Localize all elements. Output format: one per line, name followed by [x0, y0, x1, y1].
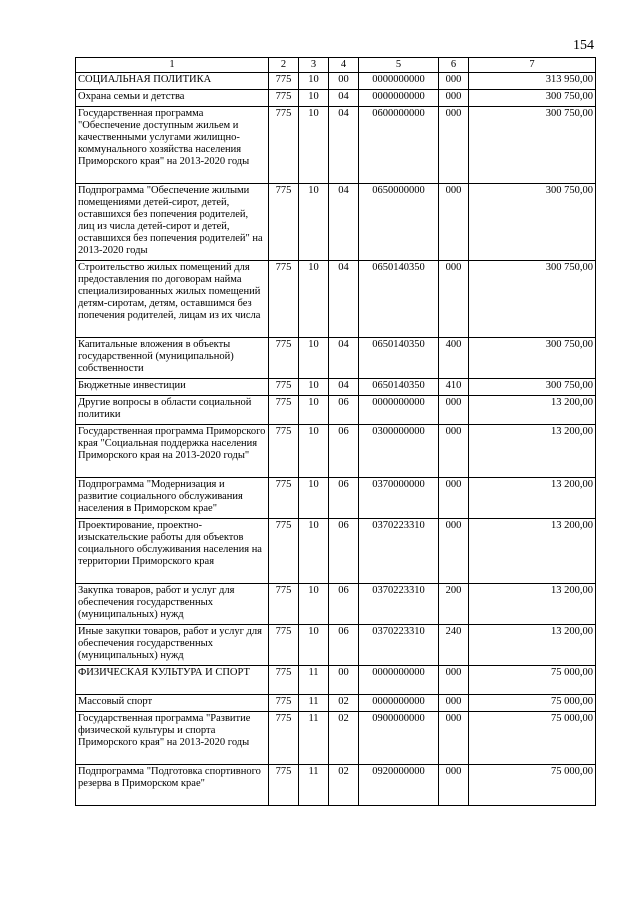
table-row	[76, 425, 596, 478]
row-name: Массовый спорт	[76, 695, 269, 712]
row-code-3: 10	[299, 425, 329, 478]
header-col-7: 7	[469, 58, 596, 73]
table-row	[76, 712, 596, 765]
row-sum: 13 200,00	[469, 396, 596, 425]
row-code-4: 06	[329, 478, 359, 519]
row-code-5: 0000000000	[359, 666, 439, 695]
row-code-4: 00	[329, 666, 359, 695]
row-sum: 300 750,00	[469, 338, 596, 379]
row-code-2: 775	[269, 425, 299, 478]
row-code-2: 775	[269, 695, 299, 712]
row-code-5: 0370223310	[359, 625, 439, 666]
row-sum: 13 200,00	[469, 478, 596, 519]
row-code-6: 000	[439, 90, 469, 107]
table-row	[76, 765, 596, 806]
row-sum: 300 750,00	[469, 184, 596, 261]
row-code-5: 0920000000	[359, 765, 439, 806]
row-sum: 13 200,00	[469, 519, 596, 584]
header-col-5: 5	[359, 58, 439, 73]
row-code-2: 775	[269, 478, 299, 519]
row-name: Другие вопросы в области социальной политики	[76, 396, 269, 425]
row-code-3: 10	[299, 107, 329, 184]
row-code-4: 00	[329, 73, 359, 90]
row-code-3: 11	[299, 712, 329, 765]
row-code-2: 775	[269, 712, 299, 765]
row-name: Подпрограмма "Подготовка спортивного резерва в Приморском крае"	[76, 765, 269, 806]
budget-table	[75, 57, 596, 806]
header-col-4: 4	[329, 58, 359, 73]
row-code-6: 410	[439, 379, 469, 396]
row-name: Подпрограмма "Обеспечение жилыми помещениями детей-сирот, детей, оставшихся без попечения родителей, лиц из числа детей-сирот и детей, оставшихся без попечения родителей" на 2013-2020 годы	[76, 184, 269, 261]
row-code-6: 000	[439, 765, 469, 806]
row-code-5: 0000000000	[359, 396, 439, 425]
header-col-3: 3	[299, 58, 329, 73]
row-code-5: 0000000000	[359, 90, 439, 107]
row-name: ФИЗИЧЕСКАЯ КУЛЬТУРА И СПОРТ	[76, 666, 269, 695]
row-code-2: 775	[269, 184, 299, 261]
row-code-3: 10	[299, 261, 329, 338]
row-code-6: 000	[439, 666, 469, 695]
row-code-2: 775	[269, 73, 299, 90]
row-name: Охрана семьи и детства	[76, 90, 269, 107]
row-code-5: 0650000000	[359, 184, 439, 261]
row-code-2: 775	[269, 90, 299, 107]
row-code-2: 775	[269, 261, 299, 338]
table-row	[76, 396, 596, 425]
row-code-6: 000	[439, 695, 469, 712]
row-code-6: 000	[439, 396, 469, 425]
row-code-4: 04	[329, 184, 359, 261]
row-code-5: 0650140350	[359, 261, 439, 338]
header-col-2: 2	[269, 58, 299, 73]
row-code-4: 06	[329, 625, 359, 666]
table-row	[76, 184, 596, 261]
row-name: Государственная программа Приморского края "Социальная поддержка населения Приморского края на 2013-2020 годы"	[76, 425, 269, 478]
row-code-6: 200	[439, 584, 469, 625]
row-code-3: 11	[299, 666, 329, 695]
row-code-4: 04	[329, 107, 359, 184]
row-name: Капитальные вложения в объекты государственной (муниципальной) собственности	[76, 338, 269, 379]
row-code-4: 02	[329, 712, 359, 765]
row-code-2: 775	[269, 379, 299, 396]
row-code-6: 000	[439, 184, 469, 261]
row-code-3: 10	[299, 90, 329, 107]
row-code-5: 0600000000	[359, 107, 439, 184]
row-code-4: 06	[329, 396, 359, 425]
row-code-3: 10	[299, 73, 329, 90]
table-row	[76, 90, 596, 107]
row-code-6: 000	[439, 261, 469, 338]
row-sum: 313 950,00	[469, 73, 596, 90]
row-sum: 300 750,00	[469, 107, 596, 184]
row-code-5: 0370223310	[359, 519, 439, 584]
row-code-5: 0900000000	[359, 712, 439, 765]
row-code-6: 000	[439, 73, 469, 90]
row-code-5: 0300000000	[359, 425, 439, 478]
row-code-2: 775	[269, 625, 299, 666]
row-code-5: 0650140350	[359, 338, 439, 379]
row-name: Проектирование, проектно-изыскательские работы для объектов социального обслуживания населения на территории Приморского края	[76, 519, 269, 584]
row-sum: 300 750,00	[469, 379, 596, 396]
row-sum: 13 200,00	[469, 625, 596, 666]
row-code-3: 10	[299, 478, 329, 519]
row-code-4: 04	[329, 90, 359, 107]
header-col-1: 1	[76, 58, 269, 73]
row-code-2: 775	[269, 765, 299, 806]
table-row	[76, 478, 596, 519]
row-code-4: 02	[329, 765, 359, 806]
row-code-3: 10	[299, 519, 329, 584]
row-code-6: 400	[439, 338, 469, 379]
row-code-4: 04	[329, 261, 359, 338]
row-code-6: 240	[439, 625, 469, 666]
row-code-5: 0370000000	[359, 478, 439, 519]
row-code-2: 775	[269, 396, 299, 425]
row-code-2: 775	[269, 338, 299, 379]
row-code-6: 000	[439, 478, 469, 519]
row-code-3: 10	[299, 396, 329, 425]
row-code-3: 10	[299, 625, 329, 666]
row-code-5: 0370223310	[359, 584, 439, 625]
page-number: 154	[573, 38, 594, 53]
row-code-3: 11	[299, 765, 329, 806]
header-col-6: 6	[439, 58, 469, 73]
row-sum: 300 750,00	[469, 261, 596, 338]
row-code-3: 10	[299, 379, 329, 396]
row-code-5: 0650140350	[359, 379, 439, 396]
row-sum: 75 000,00	[469, 666, 596, 695]
row-code-6: 000	[439, 107, 469, 184]
table-row	[76, 379, 596, 396]
row-code-3: 10	[299, 584, 329, 625]
row-code-5: 0000000000	[359, 695, 439, 712]
table-body	[76, 73, 596, 806]
row-code-4: 04	[329, 338, 359, 379]
table-row	[76, 666, 596, 695]
row-name: Государственная программа "Обеспечение доступным жильем и качественными услугами жилищно-коммунального хозяйства населения Приморского края" на 2013-2020 годы	[76, 107, 269, 184]
row-name: Закупка товаров, работ и услуг для обеспечения государственных (муниципальных) нужд	[76, 584, 269, 625]
row-code-6: 000	[439, 712, 469, 765]
header-row	[76, 58, 596, 73]
row-code-4: 06	[329, 425, 359, 478]
table-row	[76, 625, 596, 666]
row-code-5: 0000000000	[359, 73, 439, 90]
row-sum: 13 200,00	[469, 584, 596, 625]
table-row	[76, 695, 596, 712]
row-sum: 13 200,00	[469, 425, 596, 478]
row-code-6: 000	[439, 425, 469, 478]
row-name: Бюджетные инвестиции	[76, 379, 269, 396]
row-code-3: 10	[299, 184, 329, 261]
row-code-4: 04	[329, 379, 359, 396]
table-row	[76, 584, 596, 625]
row-name: Строительство жилых помещений для предоставления по договорам найма специализированных жилых помещений детям-сиротам, детям, оставшимся без попечения родителей, лицам из их числа	[76, 261, 269, 338]
row-code-3: 11	[299, 695, 329, 712]
row-sum: 75 000,00	[469, 712, 596, 765]
row-name: Подпрограмма "Модернизация и развитие социального обслуживания населения в Приморском крае"	[76, 478, 269, 519]
row-code-4: 06	[329, 584, 359, 625]
table-row	[76, 519, 596, 584]
table-row	[76, 73, 596, 90]
row-name: СОЦИАЛЬНАЯ ПОЛИТИКА	[76, 73, 269, 90]
row-code-3: 10	[299, 338, 329, 379]
row-code-2: 775	[269, 584, 299, 625]
table-row	[76, 107, 596, 184]
row-sum: 75 000,00	[469, 765, 596, 806]
row-sum: 300 750,00	[469, 90, 596, 107]
row-name: Государственная программа "Развитие физической культуры и спорта Приморского края" на 2013-2020 годы	[76, 712, 269, 765]
row-code-4: 02	[329, 695, 359, 712]
row-code-4: 06	[329, 519, 359, 584]
table-row	[76, 338, 596, 379]
row-code-2: 775	[269, 519, 299, 584]
row-code-2: 775	[269, 666, 299, 695]
row-sum: 75 000,00	[469, 695, 596, 712]
table-row	[76, 261, 596, 338]
row-name: Иные закупки товаров, работ и услуг для обеспечения государственных (муниципальных) нужд	[76, 625, 269, 666]
row-code-2: 775	[269, 107, 299, 184]
row-code-6: 000	[439, 519, 469, 584]
